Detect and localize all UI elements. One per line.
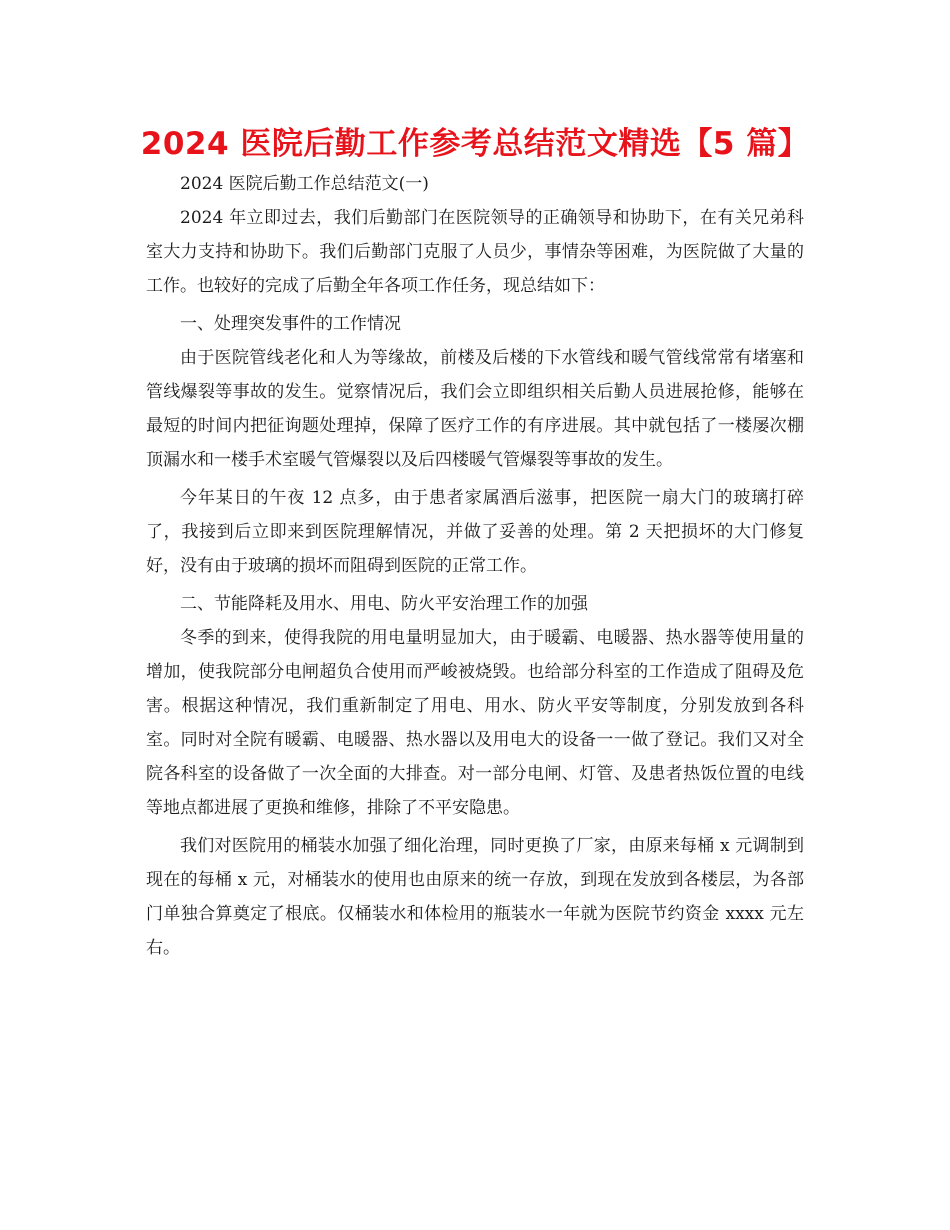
paragraph: 今年某日的午夜 12 点多，由于患者家属酒后滋事，把医院一扇大门的玻璃打碎了，我接到后立即来到医院理解情况，并做了妥善的处理。第 2 天把损坏的大门修复好，没有由于玻璃的损坏而阻碍到医院的正常工作。 <box>146 488 804 576</box>
paragraph: 由于医院管线老化和人为等缘故，前楼及后楼的下水管线和暖气管线常常有堵塞和管线爆裂等事故的发生。觉察情况后，我们会立即组织相关后勤人员进展抢修，能够在最短的时间内把征询题处理掉，保障了医疗工作的有序进展。其中就包括了一楼屡次棚顶漏水和一楼手术室暖气管爆裂以及后四楼暖气管爆裂等事故的发生。 <box>146 348 804 470</box>
document-body <box>146 167 804 969</box>
paragraph: 冬季的到来，使得我院的用电量明显加大，由于暖霸、电暖器、热水器等使用量的增加，使我院部分电闸超负合使用而严峻被烧毁。也给部分科室的工作造成了阻碍及危害。根据这种情况，我们重新制定了用电、用水、防火平安等制度，分别发放到各科室。同时对全院有暖霸、电暖器、热水器以及用电大的设备一一做了登记。我们又对全院各科室的设备做了一次全面的大排查。对一部分电闸、灯管、及患者热饭位置的电线等地点都进展了更换和维修，排除了不平安隐患。 <box>146 628 804 818</box>
section-heading: 2024 医院后勤工作总结范文(一) <box>180 174 429 194</box>
paragraph: 2024 年立即过去，我们后勤部门在医院领导的正确领导和协助下，在有关兄弟科室大力支持和协助下。我们后勤部门克服了人员少，事情杂等困难，为医院做了大量的工作。也较好的完成了后勤全年各项工作任务，现总结如下： <box>146 208 804 296</box>
paragraph: 我们对医院用的桶装水加强了细化治理，同时更换了厂家，由原来每桶 x 元调制到现在的每桶 x 元，对桶装水的使用也由原来的统一存放，到现在发放到各楼层，为各部门单独合算奠定了根底。仅桶装水和体检用的瓶装水一年就为医院节约资金 xxxx 元左右。 <box>146 836 804 958</box>
section-heading: 一、处理突发事件的工作情况 <box>180 314 401 334</box>
document-title: 2024 医院后勤工作参考总结范文精选【5 篇】 <box>140 126 810 162</box>
section-heading: 二、节能降耗及用水、用电、防火平安治理工作的加强 <box>180 594 588 614</box>
